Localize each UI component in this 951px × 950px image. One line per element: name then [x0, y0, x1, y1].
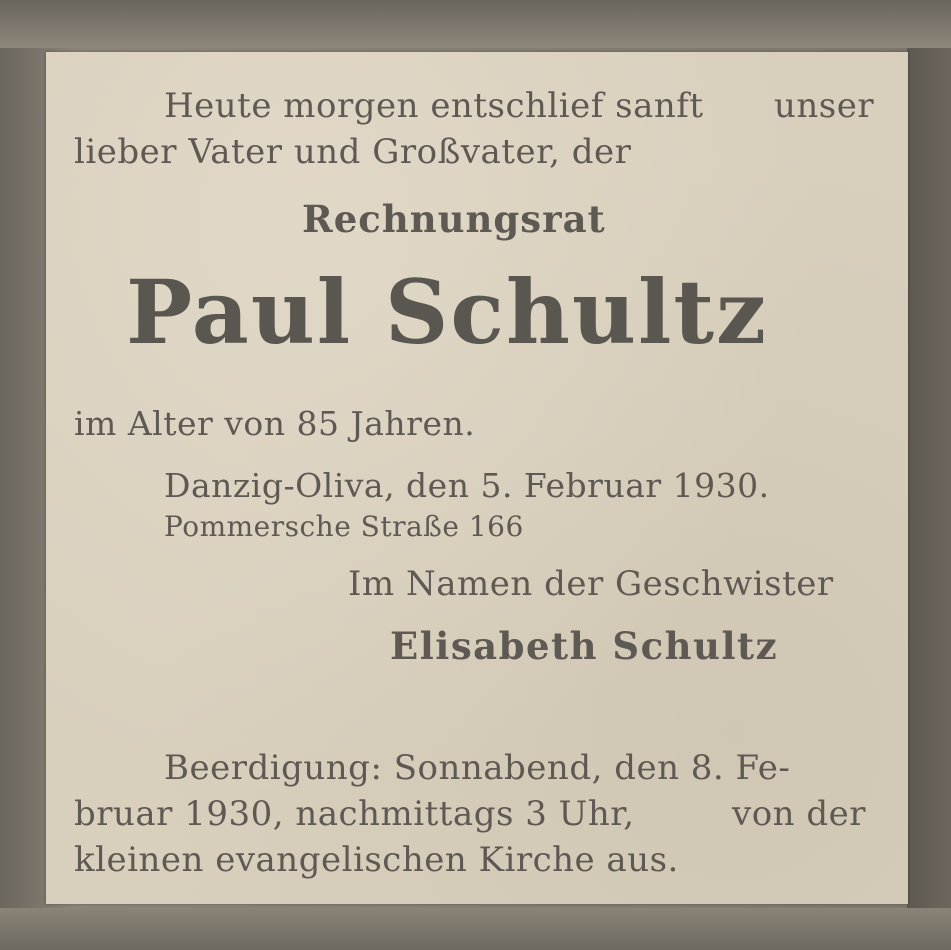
death-notice [46, 52, 908, 904]
place-date: Danzig-Oliva, den 5. Februar 1930. [164, 466, 770, 505]
opening-line-1: Heute morgen entschlief sanft [164, 86, 704, 126]
scan-border-top [0, 0, 951, 48]
signer-name: Elisabeth Schultz [390, 624, 779, 668]
deceased-name: Paul Schultz [126, 260, 769, 364]
age-line: im Alter von 85 Jahren. [74, 404, 476, 443]
scan-border-bottom [0, 908, 951, 950]
opening-line-2: lieber Vater und Großvater, der [74, 132, 632, 172]
funeral-line-2: bruar 1930, nachmittags 3 Uhr, [74, 794, 635, 834]
funeral-line-1: Beerdigung: Sonnabend, den 8. Fe- [164, 748, 791, 788]
funeral-line-3: kleinen evangelischen Kirche aus. [74, 840, 679, 880]
on-behalf-line: Im Namen der Geschwister [348, 564, 834, 604]
address: Pommersche Straße 166 [164, 510, 524, 543]
opening-line-1-end: unser [774, 86, 875, 126]
deceased-title: Rechnungsrat [302, 197, 606, 241]
scan-border-right [907, 48, 951, 908]
funeral-line-2-end: von der [732, 794, 867, 834]
